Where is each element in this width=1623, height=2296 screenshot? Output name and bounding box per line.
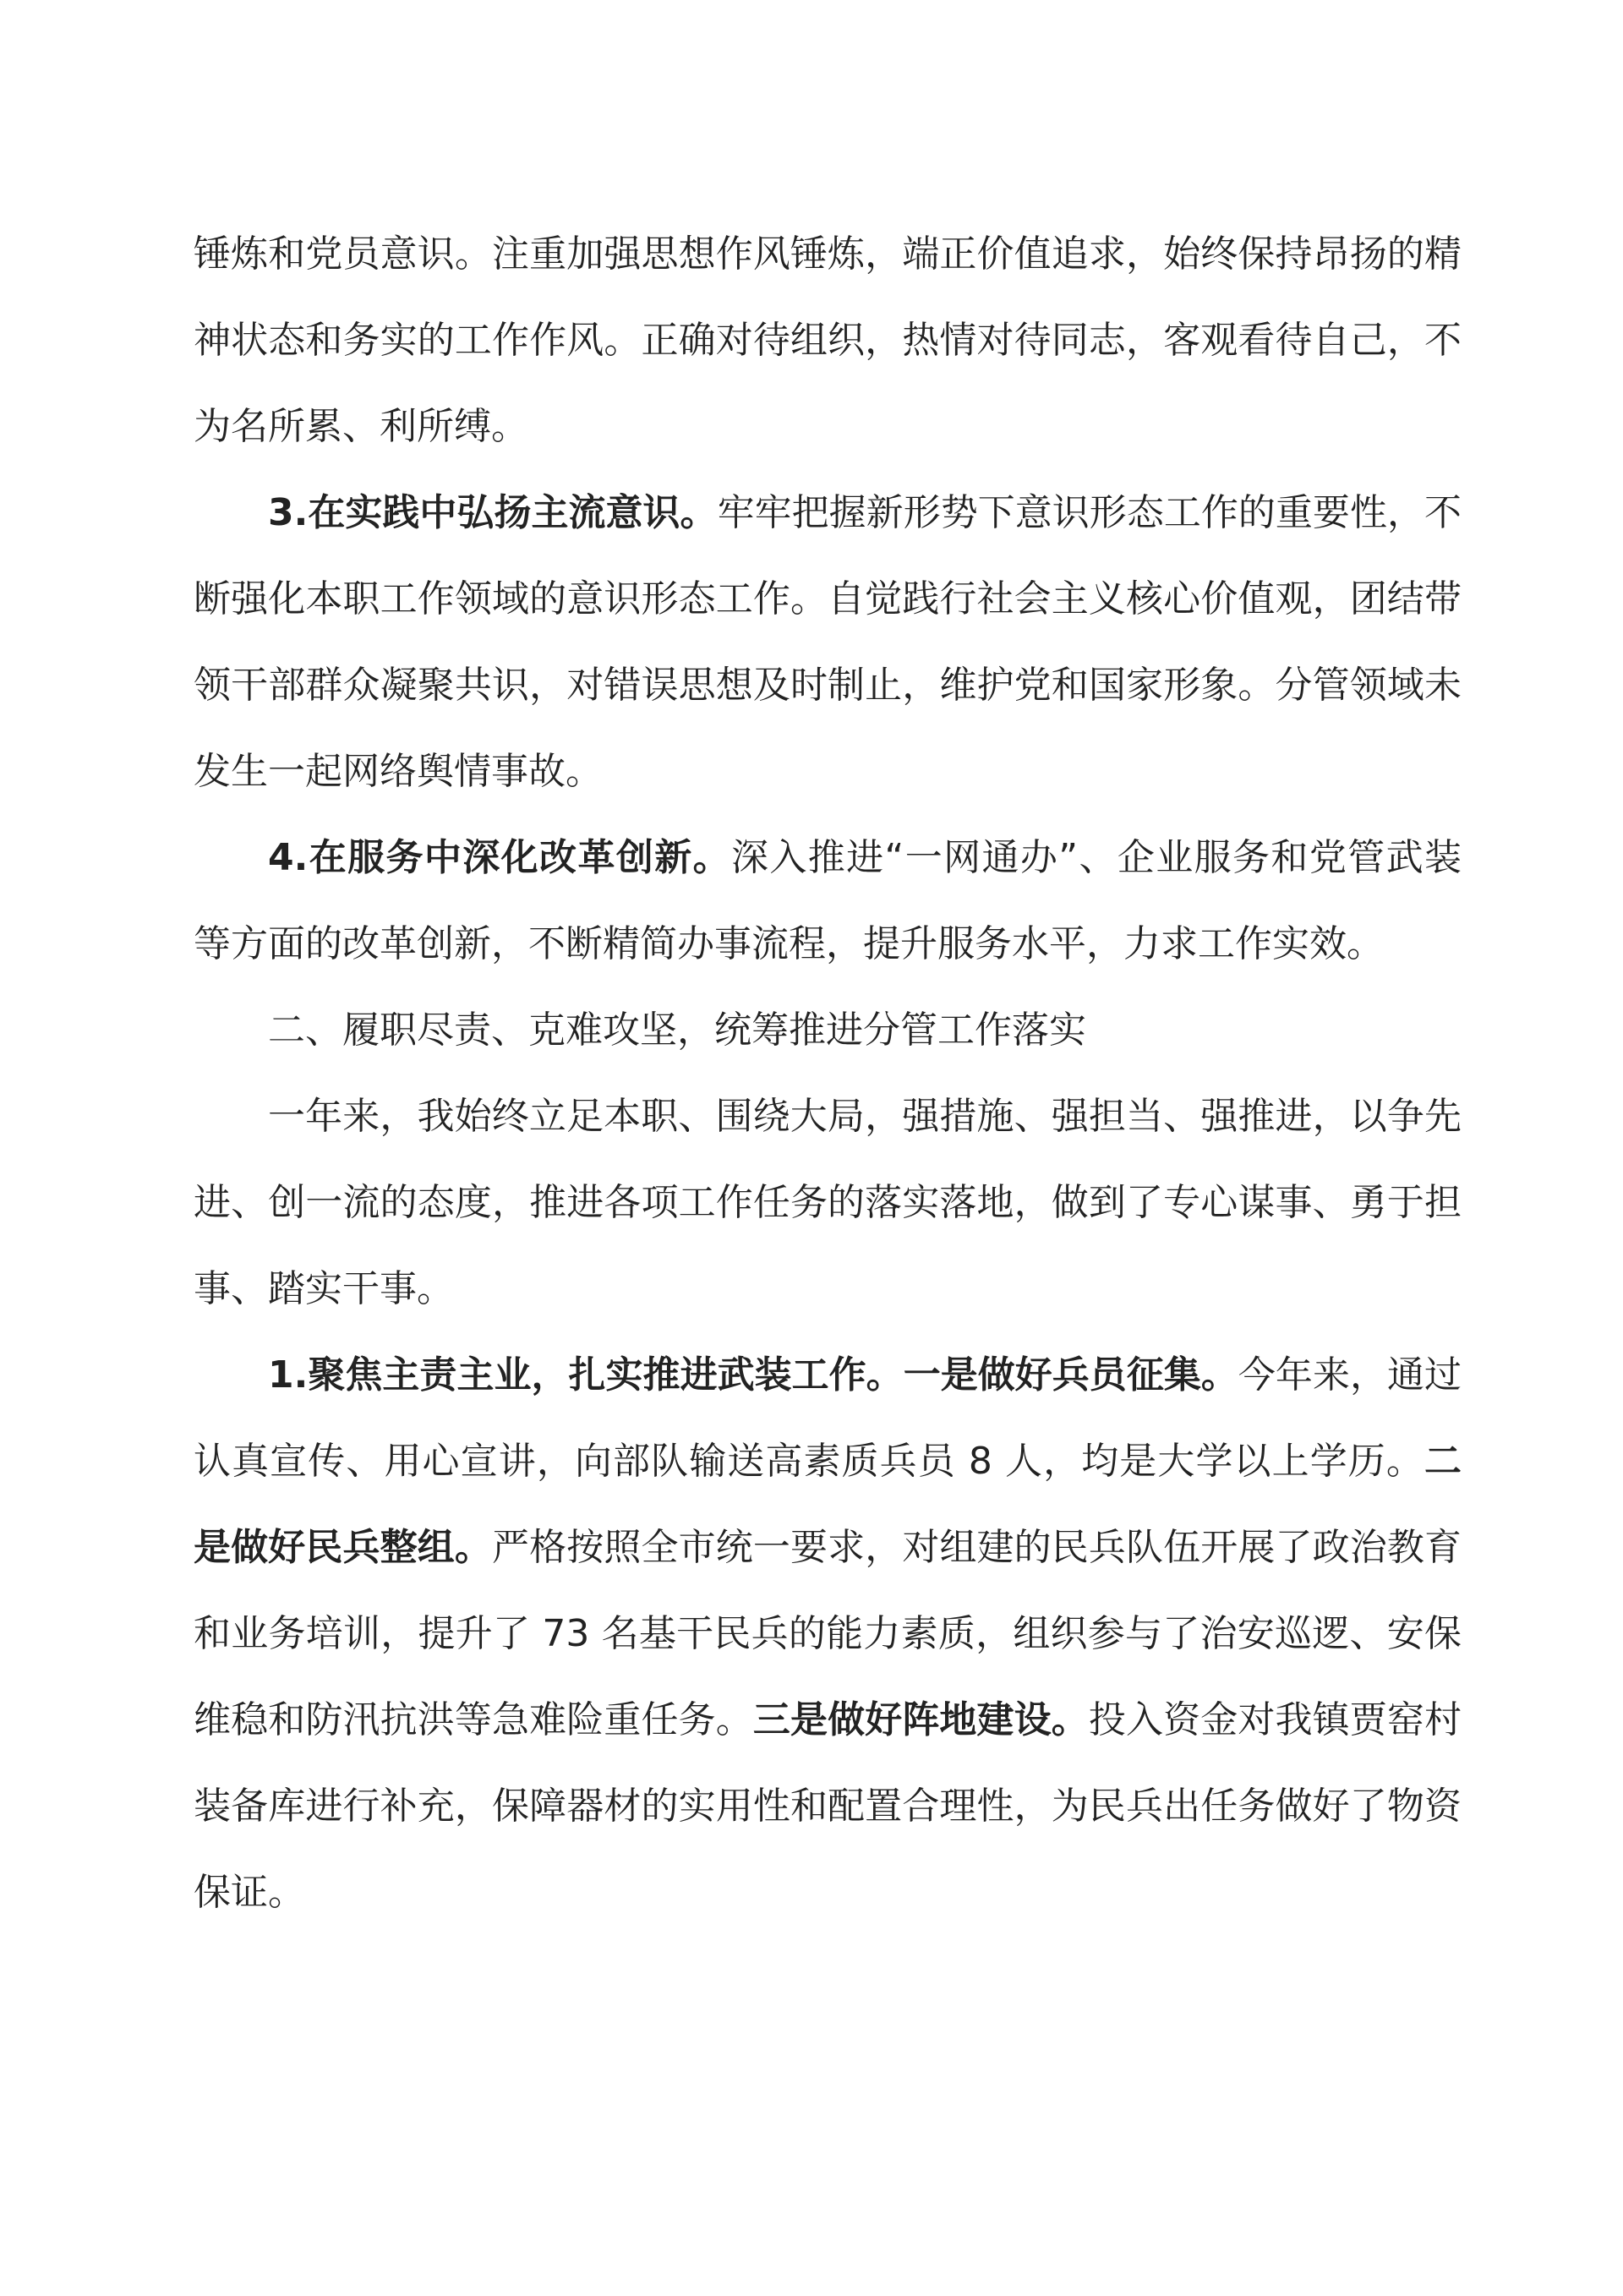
section-heading-text: 二、履职尽责、克难攻坚，统筹推进分管工作落实 [268, 1009, 1086, 1052]
paragraph-1 [194, 211, 1462, 470]
paragraph-5 [194, 1074, 1462, 1332]
paragraph-subheading: 二是做好民兵整组。 [194, 1440, 1462, 1569]
paragraph-text: 严格按照全市统一要求，对组建的民兵队伍开展了政治教育和业务培训，提升了 73 名基干民兵的能力素质，组织参与了治安巡逻、安保维稳和防汛抗洪等急难险重任务。 [194, 1526, 1462, 1741]
paragraph-6 [194, 1332, 1462, 1936]
paragraph-3 [194, 815, 1462, 987]
paragraph-heading: 4.在服务中深化改革创新。 [268, 836, 731, 879]
paragraph-text: 深入推进“一网通办”、企业服务和党管武装等方面的改革创新，不断精简办事流程，提升服务水平，力求工作实效。 [194, 836, 1462, 965]
paragraph-text: 牢牢把握新形势下意识形态工作的重要性，不断强化本职工作领域的意识形态工作。自觉践行社会主义核心价值观，团结带领干部群众凝聚共识，对错误思想及时制止，维护党和国家形象。分管领域未发生一起网络舆情事故。 [194, 491, 1462, 793]
paragraph-heading: 3.在实践中弘扬主流意识。 [268, 491, 718, 534]
paragraph-text: 一年来，我始终立足本职、围绕大局，强措施、强担当、强推进，以争先进、创一流的态度，推进各项工作任务的落实落地，做到了专心谋事、勇于担事、踏实干事。 [194, 1095, 1462, 1310]
paragraph-text: 锤炼和党员意识。注重加强思想作风锤炼，端正价值追求，始终保持昂扬的精神状态和务实的工作作风。正确对待组织，热情对待同志，客观看待自己，不为名所累、利所缚。 [194, 232, 1462, 448]
paragraph-subheading: 三是做好阵地建设。 [752, 1698, 1089, 1741]
paragraph-text: 今年来，通过认真宣传、用心宣讲，向部队输送高素质兵员 8 人，均是大学以上学历。 [194, 1353, 1462, 1483]
paragraph-2 [194, 470, 1462, 815]
paragraph-text: 投入资金对我镇贾窑村装备库进行补充，保障器材的实用性和配置合理性，为民兵出任务做好了物资保证。 [194, 1698, 1462, 1914]
document-page [194, 211, 1462, 1936]
section-heading [194, 987, 1462, 1074]
paragraph-heading: 1.聚焦主责主业，扎实推进武装工作。一是做好兵员征集。 [268, 1353, 1238, 1397]
